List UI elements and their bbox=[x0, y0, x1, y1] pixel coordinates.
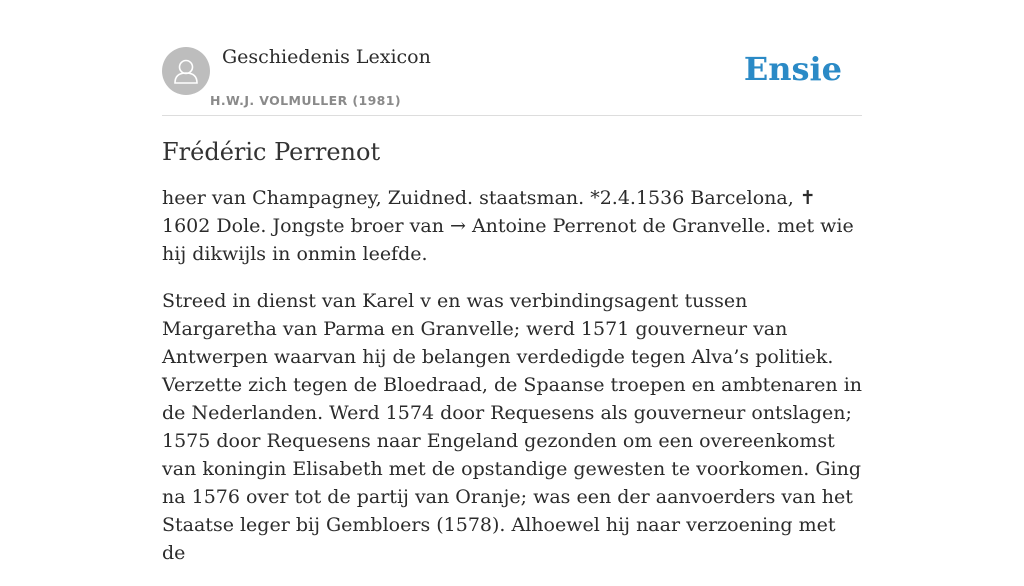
author-label[interactable]: H.W.J. VOLMULLER (1981) bbox=[210, 93, 401, 108]
ensie-logo[interactable]: Ensie bbox=[743, 50, 842, 88]
article-paragraph-1: heer van Champagney, Zuidned. staatsman. *2.4.1536 Barcelona, ✝ 1602 Dole. Jongste broer van → Antoine Perrenot de Granvelle. met wie hij dikwijls in onmin leefde. bbox=[162, 187, 854, 265]
article-title: Frédéric Perrenot bbox=[162, 138, 381, 166]
avatar[interactable] bbox=[162, 47, 210, 95]
article bbox=[162, 138, 864, 586]
header-divider bbox=[162, 115, 862, 116]
article-paragraph-2: Streed in dienst van Karel v en was verbindingsagent tussen Margaretha van Parma en Granvelle; werd 1571 gouverneur van Antwerpen waarvan hij de belangen verdedigde tegen Alva’s politiek. Verzette zich tegen de Bloedraad, de Spaanse troepen en ambtenaren in de Nederlanden. Werd 1574 door Requesens als gouverneur ontslagen; 1575 door Requesens naar Engeland gezonden om een overeenkomst van koningin Elisabeth met de opstandige gewesten te voorkomen. Ging na 1576 over tot de partij van Oranje; was een der aanvoerders van het Staatse leger bij Gembloers (1578). Alhoewel hij naar verzoening met de bbox=[162, 290, 863, 564]
source-title-link[interactable]: Geschiedenis Lexicon bbox=[222, 46, 431, 68]
user-icon bbox=[162, 47, 210, 95]
